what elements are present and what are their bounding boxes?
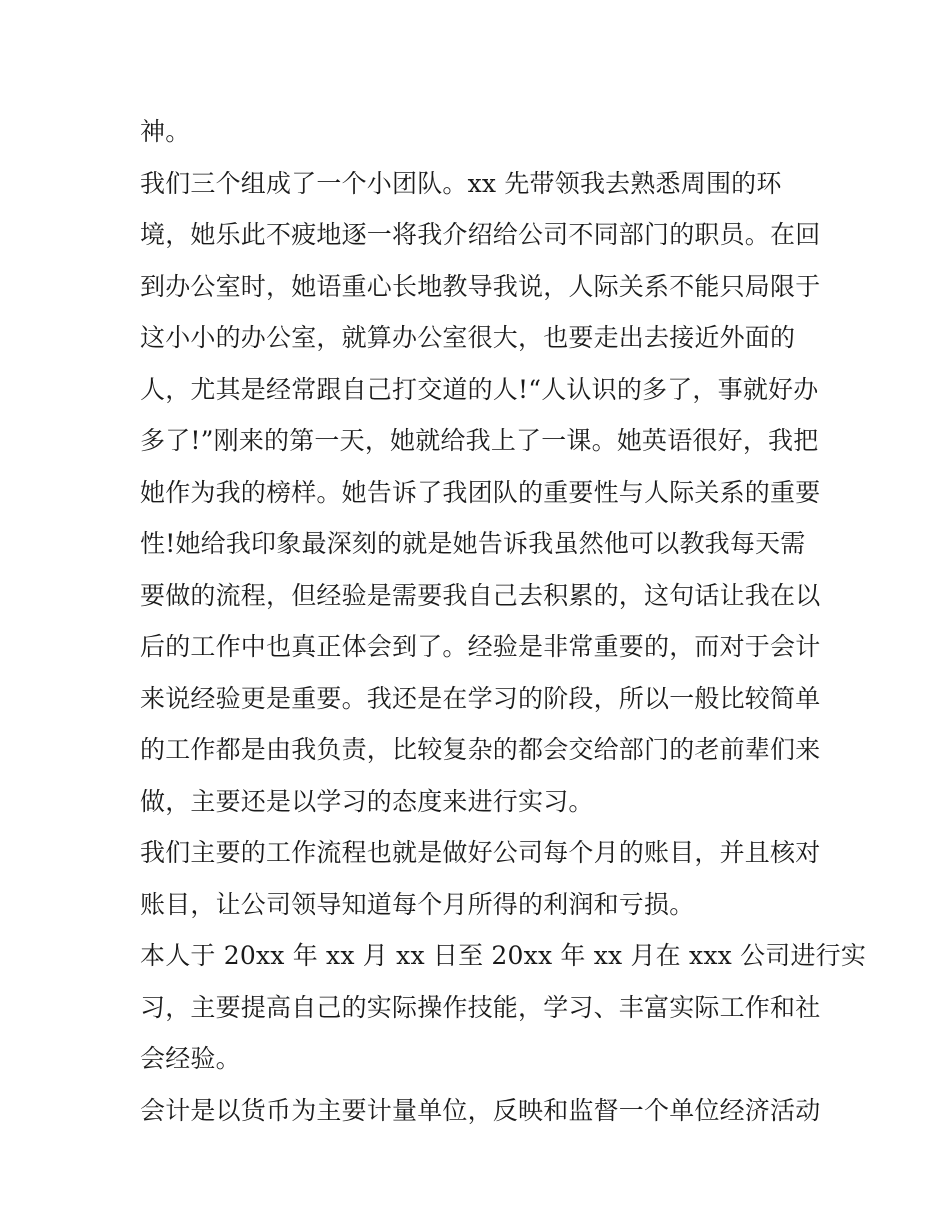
text-line: 的工作都是由我负责，比较复杂的都会交给部门的老前辈们来 xyxy=(140,735,821,764)
text-line: 来说经验更是重要。我还是在学习的阶段，所以一般比较简单 xyxy=(140,683,821,713)
text-line: 我们三个组成了一个小团队。xx 先带领我去熟悉周围的环 xyxy=(140,168,782,198)
text-line: 做，主要还是以学习的态度来进行实习。 xyxy=(140,786,594,816)
text-line: 人，尤其是经常跟自己打交道的人!“人认识的多了，事就好办 xyxy=(140,374,819,404)
text-line: 这小小的办公室，就算办公室很大，也要走出去接近外面的 xyxy=(140,323,796,352)
text-line: 后的工作中也真正体会到了。经验是非常重要的，而对于会计 xyxy=(140,632,821,661)
text-line: 我们主要的工作流程也就是做好公司每个月的账目，并且核对 xyxy=(140,838,821,867)
text-line: 她作为我的榜样。她告诉了我团队的重要性与人际关系的重要 xyxy=(140,477,821,507)
text-line: 境，她乐此不疲地逐一将我介绍给公司不同部门的职员。在回 xyxy=(140,220,821,249)
text-line: 会经验。 xyxy=(140,1044,241,1073)
text-line: 多了!”刚来的第一天，她就给我上了一课。她英语很好，我把 xyxy=(140,426,819,455)
text-line: 会计是以货币为主要计量单位，反映和监督一个单位经济活动 xyxy=(140,1095,821,1125)
text-line: 神。 xyxy=(140,117,191,146)
text-line: 习，主要提高自己的实际操作技能，学习、丰富实际工作和社 xyxy=(140,992,821,1022)
text-line: 本人于 20xx 年 xx 月 xx 日至 20xx 年 xx 月在 xxx 公司进行实 xyxy=(140,941,867,970)
document-body xyxy=(140,106,867,1136)
text-line: 要做的流程，但经验是需要我自己去积累的，这句话让我在以 xyxy=(140,580,821,610)
text-line: 账目，让公司领导知道每个月所得的利润和亏损。 xyxy=(140,889,695,919)
text-line: 到办公室时，她语重心长地教导我说，人际关系不能只局限于 xyxy=(140,271,821,301)
text-line: 性!她给我印象最深刻的就是她告诉我虽然他可以教我每天需 xyxy=(140,529,806,558)
